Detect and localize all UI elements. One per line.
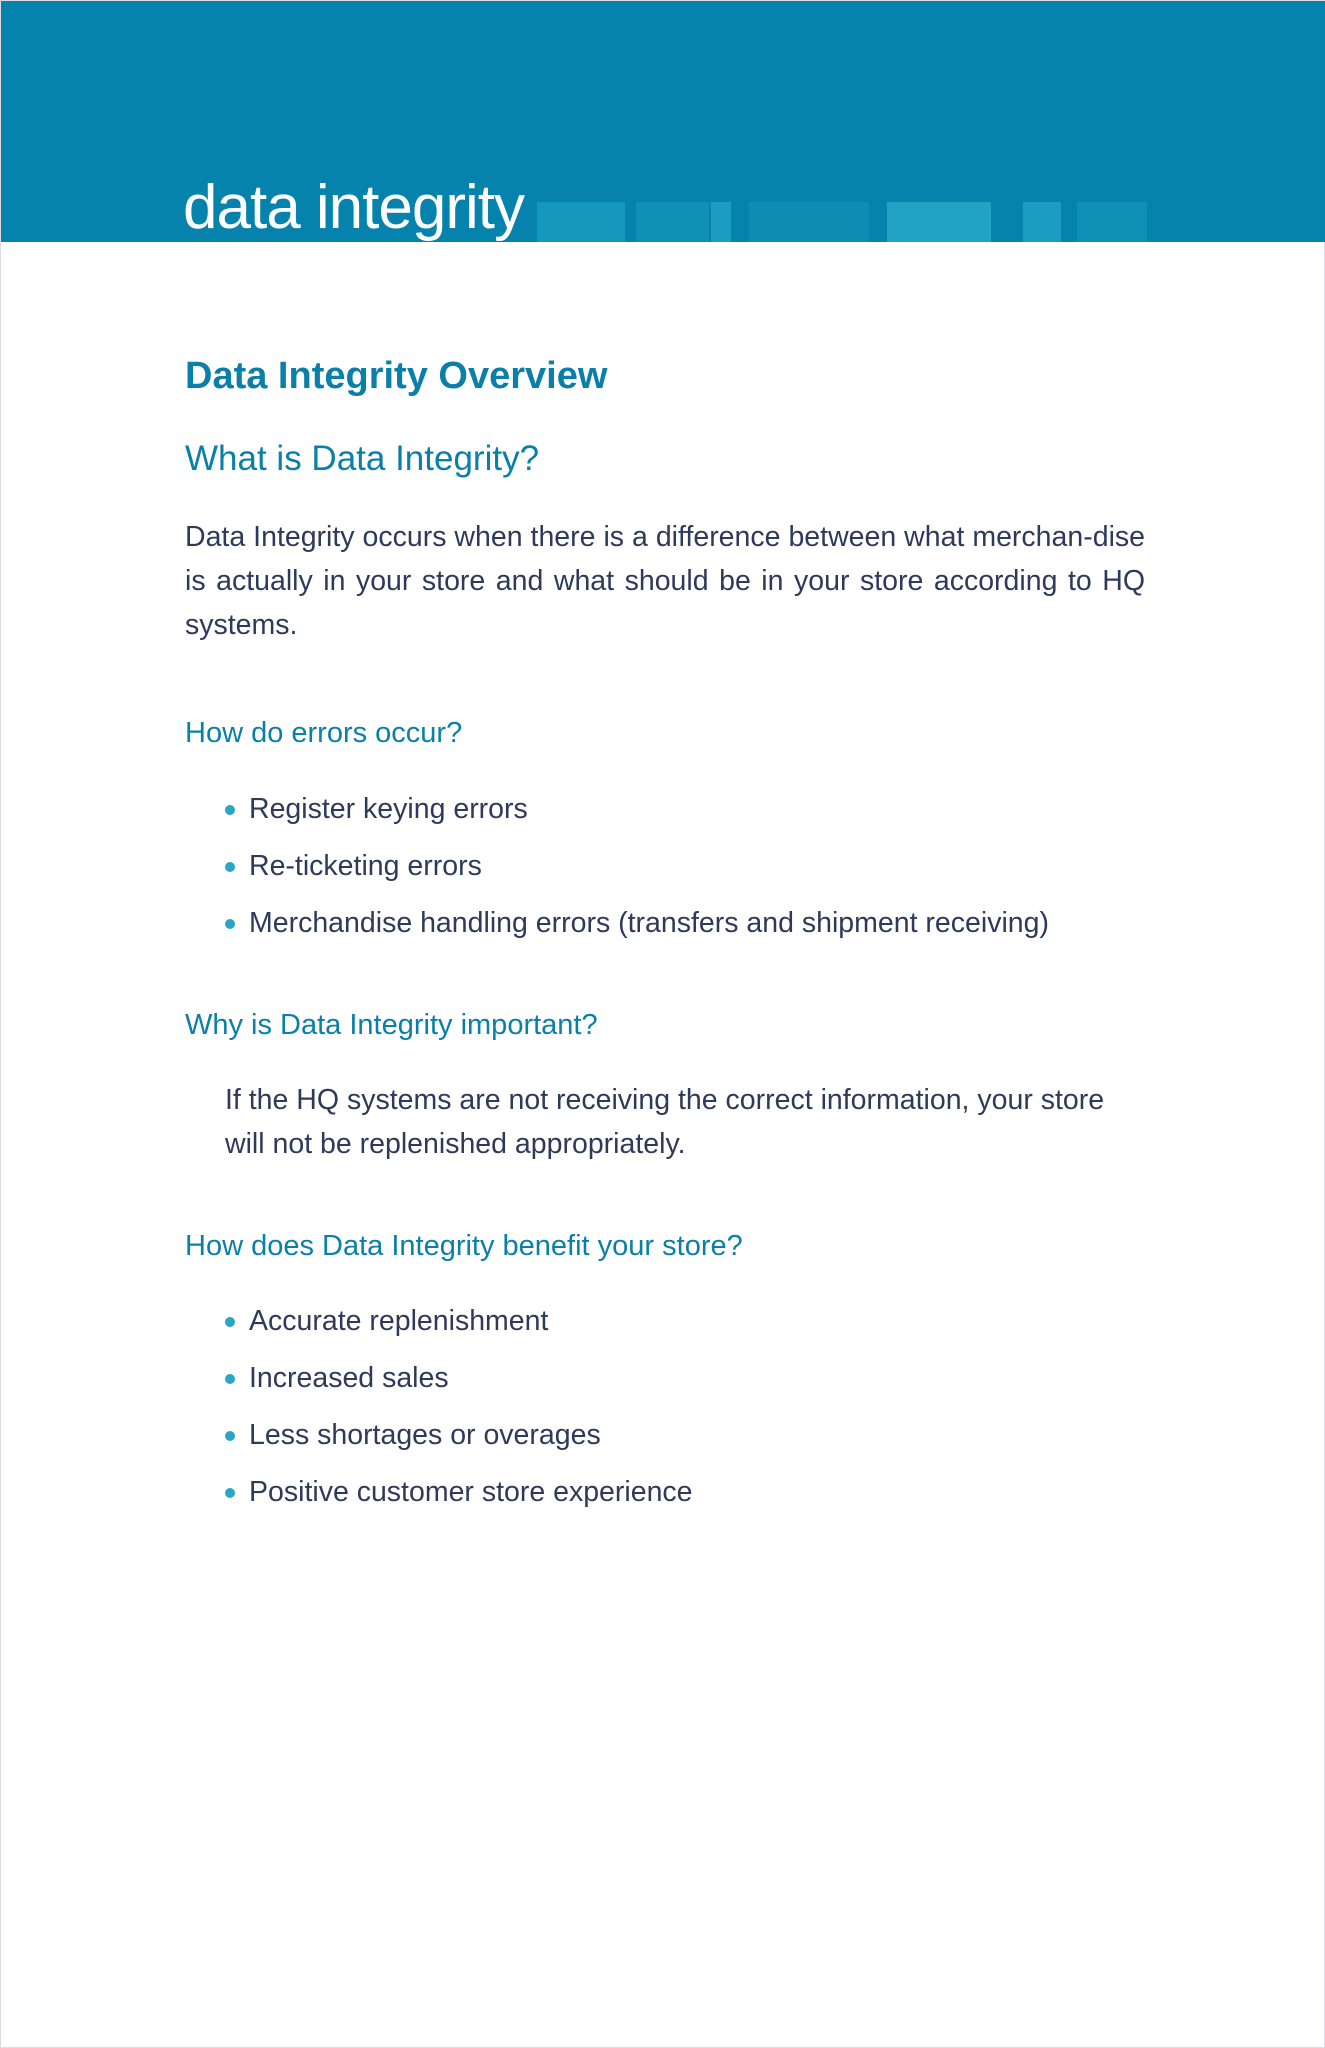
list-item-text: Register keying errors [249,793,528,825]
benefit-question: How does Data Integrity benefit your store? [185,1230,743,1262]
bullet-icon [225,1488,235,1498]
bullet-icon [225,805,235,815]
decorative-block [711,202,731,242]
list-item [225,1293,693,1350]
bullet-icon [225,862,235,872]
decorative-block [887,202,991,242]
benefits-list [225,1293,693,1521]
list-item-text: Less shortages or overages [249,1419,601,1451]
list-item-text: Increased sales [249,1362,449,1394]
list-item [225,1407,693,1464]
list-item [225,838,1049,895]
intro-paragraph: Data Integrity occurs when there is a difference between what merchan-dise is actually in your store and what should be in your store according to HQ systems. [185,521,1145,641]
list-item-text: Accurate replenishment [249,1305,549,1337]
decorative-block [749,202,869,242]
list-item-text: Merchandise handling errors (transfers and shipment receiving) [249,907,1049,939]
importance-answer: If the HQ systems are not receiving the correct information, your store will not be replenished appropriately. [225,1084,1105,1160]
subheading: What is Data Integrity? [185,439,540,478]
decorative-block [537,202,625,242]
list-item [225,1350,693,1407]
errors-list [225,781,1049,952]
list-item [225,1464,693,1521]
list-item-text: Positive customer store experience [249,1476,693,1508]
decorative-block [636,202,709,242]
list-item [225,895,1049,952]
decorative-block [1077,202,1147,242]
bullet-icon [225,1317,235,1327]
list-item [225,781,1049,838]
page-title: data integrity [183,173,524,242]
bullet-icon [225,919,235,929]
errors-question: How do errors occur? [185,717,463,749]
section-heading: Data Integrity Overview [185,355,608,397]
importance-question: Why is Data Integrity important? [185,1009,598,1041]
list-item-text: Re-ticketing errors [249,850,482,882]
bullet-icon [225,1431,235,1441]
header-banner [1,1,1325,242]
decorative-block [1023,202,1061,242]
bullet-icon [225,1374,235,1384]
